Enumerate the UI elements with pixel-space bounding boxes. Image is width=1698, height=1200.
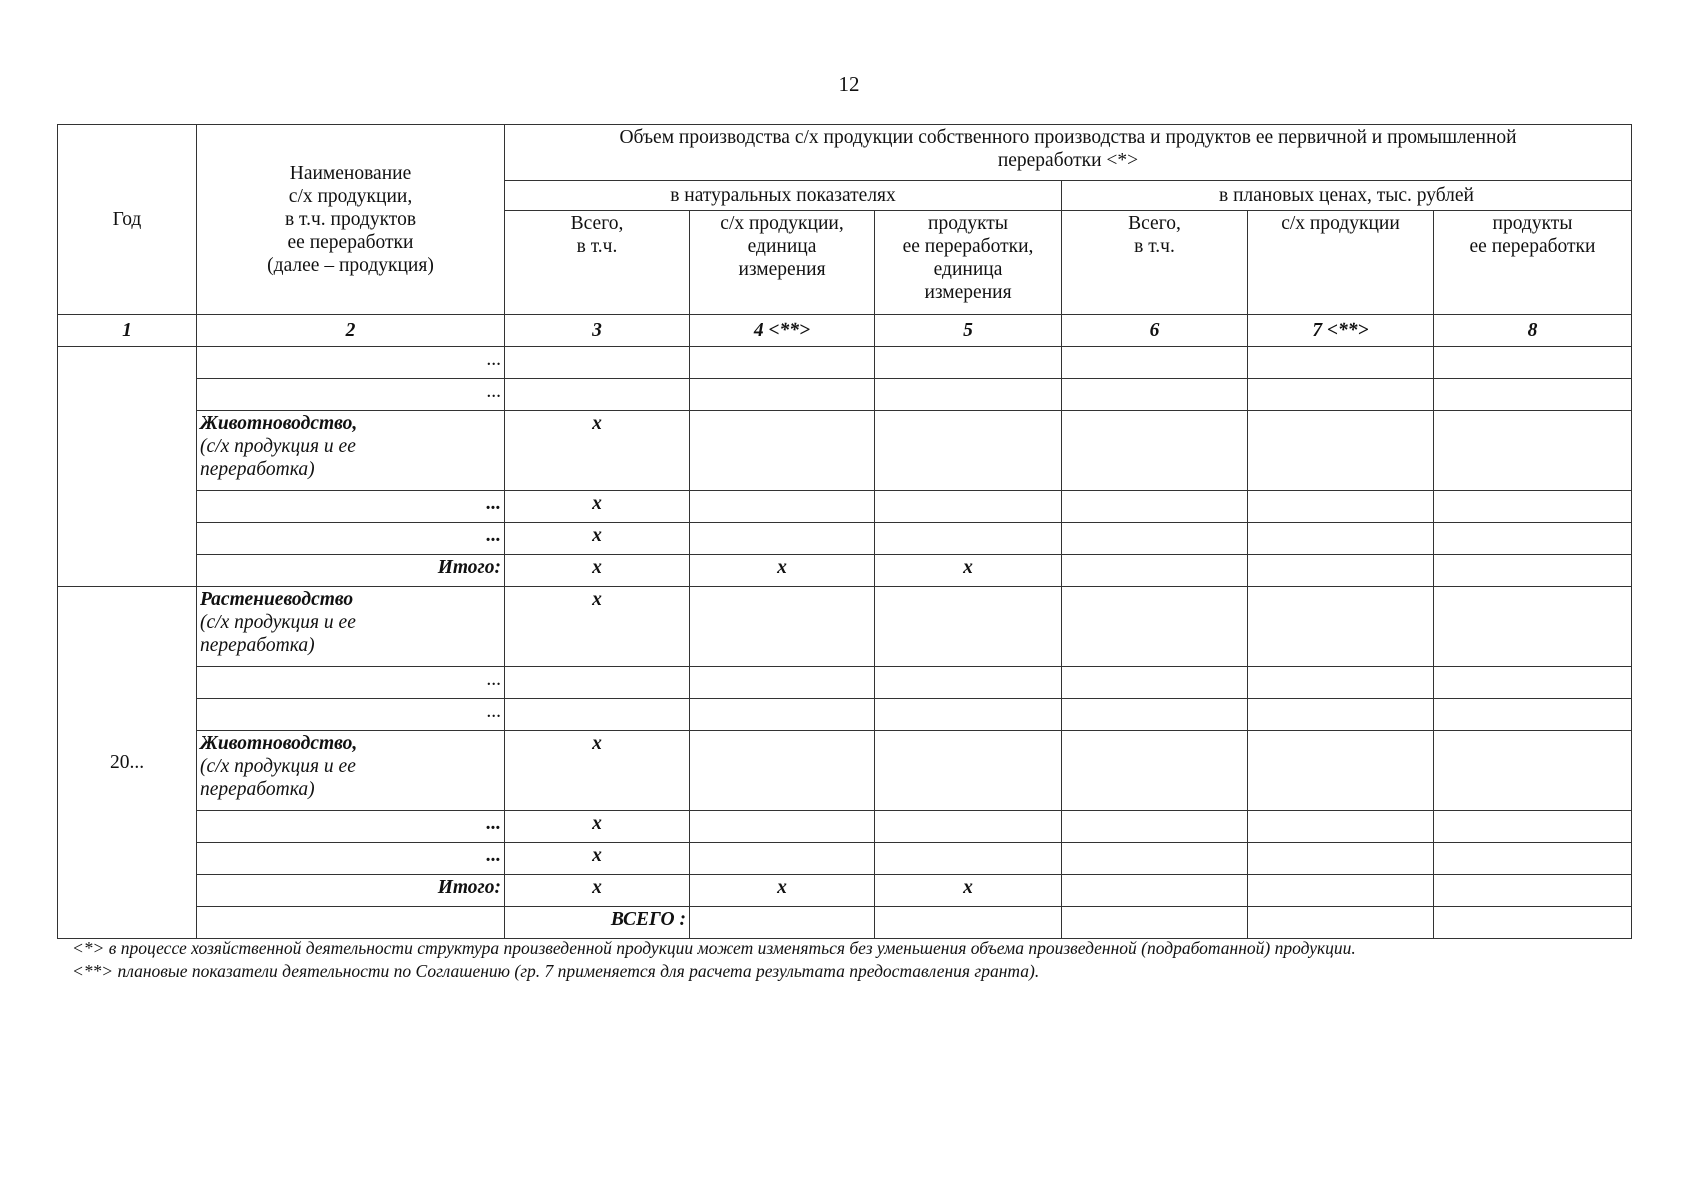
- table-cell: [1434, 811, 1632, 843]
- table-cell: [505, 347, 690, 379]
- table-cell: [875, 587, 1062, 667]
- table-cell: [1248, 843, 1434, 875]
- header-processed-products-units: продукты ее переработки, единица измерения: [875, 211, 1062, 315]
- table-cell: [1434, 875, 1632, 907]
- table-cell: [1062, 347, 1248, 379]
- subtotal-row: [58, 555, 1632, 587]
- table-cell: [1248, 555, 1434, 587]
- table-cell: [1062, 875, 1248, 907]
- table-cell: [1434, 411, 1632, 491]
- subtotal-label: Итого:: [197, 555, 505, 587]
- table-cell: [690, 523, 875, 555]
- table-cell: [1248, 731, 1434, 811]
- table-cell: [875, 731, 1062, 811]
- table-cell: [1248, 491, 1434, 523]
- header-row-1: [58, 125, 1632, 181]
- x-mark: x: [505, 875, 690, 907]
- product-name-cell: ...: [197, 699, 505, 731]
- header-processed-products: продукты ее переработки: [1434, 211, 1632, 315]
- product-name-cell: ...: [197, 379, 505, 411]
- table-cell: [1062, 667, 1248, 699]
- table-cell: [690, 347, 875, 379]
- table-row: [58, 379, 1632, 411]
- table-cell: [1434, 491, 1632, 523]
- table-cell: [1248, 811, 1434, 843]
- table-cell: [197, 907, 505, 939]
- x-mark: x: [505, 731, 690, 811]
- table-row: [58, 411, 1632, 491]
- table-cell: [875, 699, 1062, 731]
- product-name-cell: ...: [197, 667, 505, 699]
- x-mark: x: [505, 811, 690, 843]
- header-year: Год: [58, 125, 197, 315]
- table-cell: [690, 699, 875, 731]
- table-cell: [690, 811, 875, 843]
- table-cell: [1434, 843, 1632, 875]
- column-number: 6: [1062, 315, 1248, 347]
- table-cell: [1434, 555, 1632, 587]
- column-number: 2: [197, 315, 505, 347]
- table-cell: [1062, 491, 1248, 523]
- product-name-cell: ...: [197, 523, 505, 555]
- table-cell: [690, 587, 875, 667]
- table-cell: [1434, 587, 1632, 667]
- x-mark: x: [505, 843, 690, 875]
- table-cell: [875, 491, 1062, 523]
- subtotal-label: Итого:: [197, 875, 505, 907]
- table-cell: [1062, 907, 1248, 939]
- table-cell: [690, 491, 875, 523]
- table-cell: [875, 347, 1062, 379]
- column-number: 4 <**>: [690, 315, 875, 347]
- table-cell: [1434, 523, 1632, 555]
- year-cell: [58, 347, 197, 587]
- table-cell: [1248, 411, 1434, 491]
- table-cell: [875, 379, 1062, 411]
- x-mark: x: [505, 411, 690, 491]
- table-cell: [1248, 667, 1434, 699]
- table-cell: [1248, 699, 1434, 731]
- column-number: 7 <**>: [1248, 315, 1434, 347]
- column-number-row: [58, 315, 1632, 347]
- table-cell: [1248, 907, 1434, 939]
- table-cell: [1434, 347, 1632, 379]
- x-mark: x: [875, 555, 1062, 587]
- header-agri-products-units: с/х продукции, единица измерения: [690, 211, 875, 315]
- table-cell: [1434, 699, 1632, 731]
- table-row: [58, 667, 1632, 699]
- crops-label: Растениеводство (с/х продукция и ее переработка): [197, 587, 505, 667]
- table-cell: [690, 907, 875, 939]
- table-cell: [875, 411, 1062, 491]
- table-cell: [1248, 587, 1434, 667]
- table-row: [58, 523, 1632, 555]
- table-cell: [1062, 379, 1248, 411]
- column-number: 1: [58, 315, 197, 347]
- table-cell: [1248, 379, 1434, 411]
- table-row: [58, 843, 1632, 875]
- x-mark: x: [505, 491, 690, 523]
- header-agri-products: с/х продукции: [1248, 211, 1434, 315]
- footnotes: [72, 937, 1632, 983]
- product-name-cell: ...: [197, 347, 505, 379]
- table-cell: [875, 667, 1062, 699]
- table-cell: [690, 731, 875, 811]
- table-cell: [1062, 811, 1248, 843]
- table-row: [58, 811, 1632, 843]
- header-product-name: Наименование с/х продукции, в т.ч. продуктов ее переработки (далее – продукция): [197, 125, 505, 315]
- table-row: [58, 587, 1632, 667]
- header-total-natural: Всего, в т.ч.: [505, 211, 690, 315]
- table-cell: [690, 843, 875, 875]
- table-cell: [875, 523, 1062, 555]
- year-cell: 20...: [58, 587, 197, 939]
- table-cell: [875, 907, 1062, 939]
- table-row: [58, 731, 1632, 811]
- table-cell: [1062, 411, 1248, 491]
- page-number: 12: [838, 72, 860, 96]
- header-planned-prices: в плановых ценах, тыс. рублей: [1062, 181, 1632, 211]
- grand-total-label: ВСЕГО :: [505, 907, 690, 939]
- table-cell: [1062, 699, 1248, 731]
- subtotal-row: [58, 875, 1632, 907]
- x-mark: x: [505, 523, 690, 555]
- table-cell: [1434, 907, 1632, 939]
- footnote: <*> в процессе хозяйственной деятельности структура произведенной продукции может изменяться без уменьшения объема произведенной (подработанной) продукции.: [72, 938, 1356, 958]
- table-cell: [1062, 843, 1248, 875]
- table-cell: [875, 811, 1062, 843]
- product-name-cell: ...: [197, 491, 505, 523]
- table-cell: [690, 667, 875, 699]
- x-mark: x: [690, 875, 875, 907]
- table-cell: [1434, 667, 1632, 699]
- table-row: [58, 491, 1632, 523]
- x-mark: x: [690, 555, 875, 587]
- footnote: <**> плановые показатели деятельности по Соглашению (гр. 7 применяется для расчета результата предоставления гранта).: [72, 960, 1040, 981]
- table-cell: [1062, 555, 1248, 587]
- table-cell: [690, 379, 875, 411]
- table-cell: [1248, 875, 1434, 907]
- header-total-prices: Всего, в т.ч.: [1062, 211, 1248, 315]
- header-production-volume: Объем производства с/х продукции собственного производства и продуктов ее первичной и промышленной переработки <*>: [505, 125, 1632, 181]
- production-volume-table: [57, 124, 1632, 939]
- table-cell: [690, 411, 875, 491]
- header-natural-indicators: в натуральных показателях: [505, 181, 1062, 211]
- table-cell: [505, 699, 690, 731]
- livestock-label: Животноводство, (с/х продукция и ее переработка): [197, 731, 505, 811]
- table-cell: [505, 379, 690, 411]
- x-mark: x: [875, 875, 1062, 907]
- table-cell: [1062, 731, 1248, 811]
- column-number: 5: [875, 315, 1062, 347]
- table-cell: [1062, 587, 1248, 667]
- x-mark: x: [505, 555, 690, 587]
- table-row: [58, 347, 1632, 379]
- table-row: [58, 699, 1632, 731]
- column-number: 3: [505, 315, 690, 347]
- x-mark: x: [505, 587, 690, 667]
- table-cell: [1062, 523, 1248, 555]
- grand-total-row: [58, 907, 1632, 939]
- table-cell: [1248, 347, 1434, 379]
- table-cell: [505, 667, 690, 699]
- livestock-label: Животноводство, (с/х продукция и ее переработка): [197, 411, 505, 491]
- table-cell: [1434, 379, 1632, 411]
- product-name-cell: ...: [197, 811, 505, 843]
- product-name-cell: ...: [197, 843, 505, 875]
- table-cell: [1434, 731, 1632, 811]
- table-cell: [875, 843, 1062, 875]
- column-number: 8: [1434, 315, 1632, 347]
- table-cell: [1248, 523, 1434, 555]
